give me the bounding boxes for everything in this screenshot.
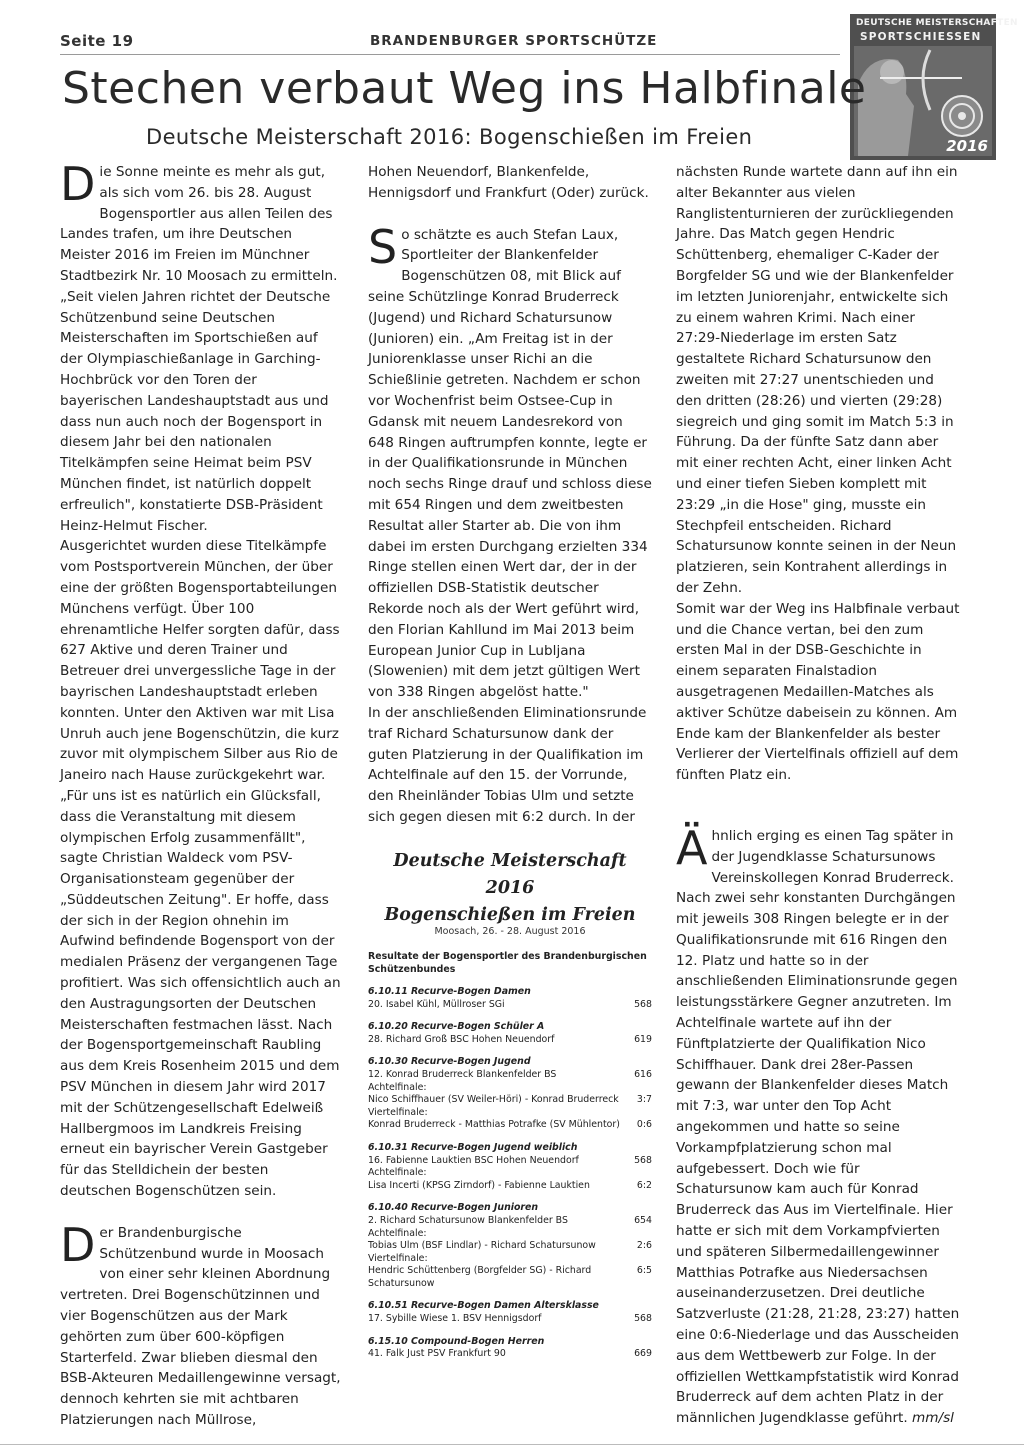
result-value [630,1228,652,1241]
result-value [630,1253,652,1266]
championship-logo [850,14,1018,160]
results-title-line-1: Deutsche Meisterschaft 2016 [393,851,627,898]
page-header [60,32,840,55]
result-text: Lisa Incerti (KPSG Zirndorf) - Fabienne Lauktien [368,1179,590,1191]
result-value: 568 [634,998,652,1010]
results-category [368,1021,652,1046]
result-row [368,1240,652,1253]
results-category [368,1202,652,1290]
footer-rule [0,1444,1024,1445]
results-intro: Resultate der Bogensportler des Brandenburgischen Schützenbundes [368,951,647,975]
result-text: Viertelfinale: [368,1106,428,1118]
result-row [368,1094,652,1107]
result-text: 41. Falk Just PSV Frankfurt 90 [368,1348,506,1360]
category-title: 6.10.20 Recurve-Bogen Schüler A [368,1021,545,1033]
result-row [368,1155,652,1168]
results-subtitle: Moosach, 26. - 28. August 2016 [434,926,586,937]
paragraph: Ausgerichtet wurden diese Titelkämpfe vom Postsportverein München, der über eine der größten Bogensportabteilungen Münchens verfügt. Über 100 ehrenamtliche Helfer sorgten dafür, dass 627 Aktive und deren Trainer und Betreuer drei unvergessliche Tage in der bayrischen Landeshauptstadt erleben konnten. Unter den Aktiven war mit Lisa Unruh auch jene Bogenschützin, die kurz zuvor mit olympischem Silber aus Rio de Janeiro nach Hause zurückgekehrt war. „Für uns ist es natürlich ein Glücksfall, dass die Veranstaltung mit diesem olympischen Erfolg zusammenfällt", sagte Christian Waldeck vom PSV-Organisationsteam gegenüber der „Süddeutschen Zeitung". Er hoffe, dass der sich in der Region ohnehin im Aufwind befindende Bogensport von der medialen Präsenz der vergangenen Tage profitiert. Was sich offensichtlich auch an den Austragungsorten der Deutschen Meisterschaften festmachen lässt. Nach der Bogensportgemeinschaft Raubling aus dem Kreis Rosenheim 2015 und dem PSV München in diesem Jahr wird 2017 mit der Schützengesellschaft Edelweiß Hallbergmoos im Landkreis Freising erneut ein bayrischer Verein Gastgeber für das Stelldichein der besten deutschen Bogenschützen sein. [60,538,341,1200]
result-text: Hendric Schüttenberg (Borgfelder SG) - Richard Schatursunow [368,1265,592,1289]
result-text: 2. Richard Schatursunow Blankenfelder BS [368,1214,568,1226]
logo-line-1: DEUTSCHE MEISTERSCHAFTEN [856,18,1018,28]
paragraph: Somit war der Weg ins Halbfinale verbaut und die Chance vertan, bei den zum ersten Mal in der DSB-Geschichte in einem separaten Finalstadion ausgetragenen Medaillen-Matches als aktiver Schütze dabeisein zu können. Am Ende kam der Blankenfelder als bester Verlierer der Viertelfinals offiziell auf dem fünften Platz ein. [676,600,960,784]
result-value: 568 [634,1313,652,1325]
paragraph [60,157,342,536]
logo-year: 2016 [946,137,988,155]
drop-cap: D [60,157,96,211]
logo-line-2: SPORTSCHIESSEN [860,31,982,43]
result-value: 6:2 [636,1179,652,1191]
results-category [368,1336,652,1361]
category-title: 6.10.11 Recurve-Bogen Damen [368,986,531,997]
category-title: 6.10.51 Recurve-Bogen Damen Altersklasse [368,1300,599,1312]
paragraph: Hohen Neuendorf, Blankenfelde, Hennigsdorf und Frankfurt (Oder) zurück. [368,164,649,201]
result-text: 17. Sybille Wiese 1. BSV Hennigsdorf [368,1313,542,1325]
paragraph-text: hnlich erging es einen Tag später in der Jugendklasse Schatursunows Vereinskollegen Konrad Bruderreck. Nach zwei sehr konstanten Durchgängen mit jeweils 308 Ringen belegte er in der Qualifikationsrunde mit 616 Ringen den 12. Platz und hatte so in der anschließenden Eliminationsrunde gegen leistungsstärkere Gegner anzutreten. Im Achtelfinale wartete auf ihn der Fünftplatzierte der Qualifikation Nico Schiffhauer. Dank drei 28er-Passen gewann der Blankenfelder dieses Match mit 7:3, war unter den Top Acht angekommen und hatte so seine Vorkampfplatzierung schon mal aufgebessert. Doch wie für Schatursunow kam auch für Konrad Bruderreck das Aus im Viertelfinale. Hier hatte er sich mit dem Vorkampfvierten und späteren Silbermedaillengewinner Matthias Potrafke aus Niedersachsen auseinanderzusetzen. Drei deutliche Satzverluste (21:28, 21:28, 23:27) hatten eine 0:6-Niederlage und das Ausscheiden aus dem Wettbewerb zur Folge. In der offiziellen Wettkampfstatistik wird Konrad Bruderreck auf dem achten Platz in der männlichen Jugendklasse geführt. [676,827,960,1427]
author-signature: mm/sl [912,1410,954,1427]
category-title: 6.10.30 Recurve-Bogen Jugend [368,1056,531,1068]
article-column-2 [368,162,652,828]
results-box [368,848,652,1361]
article-column-3 [676,162,960,1429]
drop-cap: D [60,1217,96,1272]
page-number: Seite 19 [60,32,134,50]
article-subheadline: Deutsche Meisterschaft 2016: Bogenschießen im Freien [146,125,753,149]
article-column-1 [60,157,342,1431]
magazine-title: BRANDENBURGER SPORTSCHÜTZE [370,33,658,49]
result-value [630,1082,652,1095]
results-category [368,1056,652,1132]
result-value: 669 [634,1348,652,1360]
result-text: Tobias Ulm (BSF Lindlar) - Richard Schatursunow [368,1240,596,1252]
result-text: Nico Schiffhauer (SV Weiler-Höri) - Konrad Bruderreck [368,1094,619,1106]
result-row [368,1167,652,1180]
result-value: 3:7 [636,1094,652,1106]
result-text: Konrad Bruderreck - Matthias Potrafke (SV Mühlentor) [368,1119,620,1131]
paragraph-text: ie Sonne meinte es mehr als gut, als sich vom 26. bis 28. August Bogensportler aus allen Teilen des Landes trafen, um ihre Deutschen Meister 2016 im Freien im Münchner Stadtbezirk Nr. 10 Moosach zu ermitteln. „Seit vielen Jahren richtet der Deutsche Schützenbund seine Deutschen Meisterschaften im Sportschießen auf der Olympiaschießanlage in Garching-Hochbrück vor den Toren der bayerischen Landeshauptstadt aus und dass nun auch noch der Bogensport in diesem Jahr bei den nationalen Titelkämpfen seine Heimat beim PSV München findet, ist natürlich doppelt erfreulich", konstatierte DSB-Präsident Heinz-Helmut Fischer. [60,164,338,534]
result-value [630,1167,652,1180]
category-title: 6.10.40 Recurve-Bogen Junioren [368,1202,539,1214]
result-row [368,1228,652,1241]
drop-cap: Ä [676,820,708,875]
result-row [368,1107,652,1120]
result-row [368,1348,652,1361]
result-row [368,1253,652,1266]
paragraph: In der anschließenden Eliminationsrunde traf Richard Schatursunow dank der guten Platzierung in der Qualifikation im Achtelfinale auf den 15. der Vorrunde, den Rheinländer Tobias Ulm und setzte sich gegen diesen mit 6:2 durch. In der [368,704,647,825]
results-category [368,1300,652,1325]
result-value: 619 [634,1033,652,1045]
result-text: Achtelfinale: [368,1167,427,1179]
result-row [368,1082,652,1095]
result-text: 28. Richard Groß BSC Hohen Neuendorf [368,1033,555,1045]
result-row [368,1069,652,1082]
drop-cap: S [368,219,398,274]
result-text: 16. Fabienne Lauktien BSC Hohen Neuendorf [368,1154,579,1166]
result-value: 654 [634,1214,652,1226]
paragraph [676,820,960,1429]
paragraph: nächsten Runde wartete dann auf ihn ein alter Bekannter aus vielen Ranglistenturnieren der zurückliegenden Jahre. Das Match gegen Hendric Schüttenberg, ehemaliger C-Kader der Borgfelder SG und wie der Blankenfelder im letzten Juniorenjahr, entwickelte sich zu einem wahren Krimi. Nach einer 27:29-Niederlage im ersten Satz gestaltete Richard Schatursunow den zweiten mit 27:27 unentschieden und den dritten (28:26) und vierten (29:28) siegreich und ging somit im Match 5:3 in Führung. Da der fünfte Satz dann aber mit einer rechten Acht, einer linken Acht und einer tiefen Sieben komplett mit 23:29 „in die Hose" ging, musste ein Stechpfeil entscheiden. Richard Schatursunow konnte seinen in der Neun platzieren, sein Kontrahent allerdings in der Zehn. [676,164,958,596]
paragraph-text: er Brandenburgische Schützenbund wurde in Moosach von einer sehr kleinen Abordnung vertreten. Drei Bogenschützinnen und vier Bogenschützen aus der Mark gehörten zum über 600-köpfigen Starterfeld. Zwar blieben diesmal den BSB-Akteuren Medaillengewinne versagt, dennoch kehrten sie mit achtbaren Platzierungen nach Müllrose, [60,1224,341,1429]
result-text: 20. Isabel Kühl, Müllroser SGi [368,998,505,1010]
results-category [368,986,652,1011]
result-row [368,1034,652,1047]
category-title: 6.15.10 Compound-Bogen Herren [368,1335,545,1347]
result-row [368,1313,652,1326]
results-title-line-2: Bogenschießen im Freien [384,905,636,925]
result-text: Achtelfinale: [368,1227,427,1239]
paragraph [60,1217,342,1431]
article-headline: Stechen verbaut Weg ins Halbfinale [62,63,867,114]
result-row [368,1265,652,1290]
result-value [630,1107,652,1120]
result-value: 0:6 [636,1119,652,1131]
result-text: Achtelfinale: [368,1081,427,1093]
result-row [368,1180,652,1193]
result-text: Viertelfinale: [368,1252,428,1264]
result-value: 568 [634,1154,652,1166]
result-text: 12. Konrad Bruderreck Blankenfelder BS [368,1068,557,1080]
result-value: 6:5 [636,1265,652,1277]
result-value: 616 [634,1068,652,1080]
paragraph [368,219,652,703]
result-row [368,1215,652,1228]
results-category [368,1142,652,1192]
result-value: 2:6 [636,1240,652,1252]
result-row [368,999,652,1012]
results-categories [368,986,652,1361]
paragraph-text: o schätzte es auch Stefan Laux, Sportleiter der Blankenfelder Bogenschützen 08, mit Blick auf seine Schützlinge Konrad Bruderreck (Jugend) und Richard Schatursunow (Junioren) ein. „Am Freitag ist in der Juniorenklasse unser Richi an die Schießlinie getreten. Nachdem er schon vor Wochenfrist beim Ostsee-Cup in Gdansk mit neuem Landesrekord von 648 Ringen auftrumpfen konnte, legte er in der Qualifikationsrunde in München noch sechs Ringe drauf und schloss diese mit 654 Ringen und dem zweitbesten Resultat aller Starter ab. Die von ihm dabei im ersten Durchgang erzielten 334 Ringe stellen einen Wert dar, der in der offiziellen DSB-Statistik deutscher Rekorde noch als der Wert geführt wird, den Florian Kahllund im Mai 2013 beim European Junior Cup in Lubljana (Slowenien) mit dem jetzt gültigen Wert von 338 Ringen abgelöst hatte." [368,226,652,701]
result-row [368,1119,652,1132]
category-title: 6.10.31 Recurve-Bogen Jugend weiblich [368,1141,578,1153]
